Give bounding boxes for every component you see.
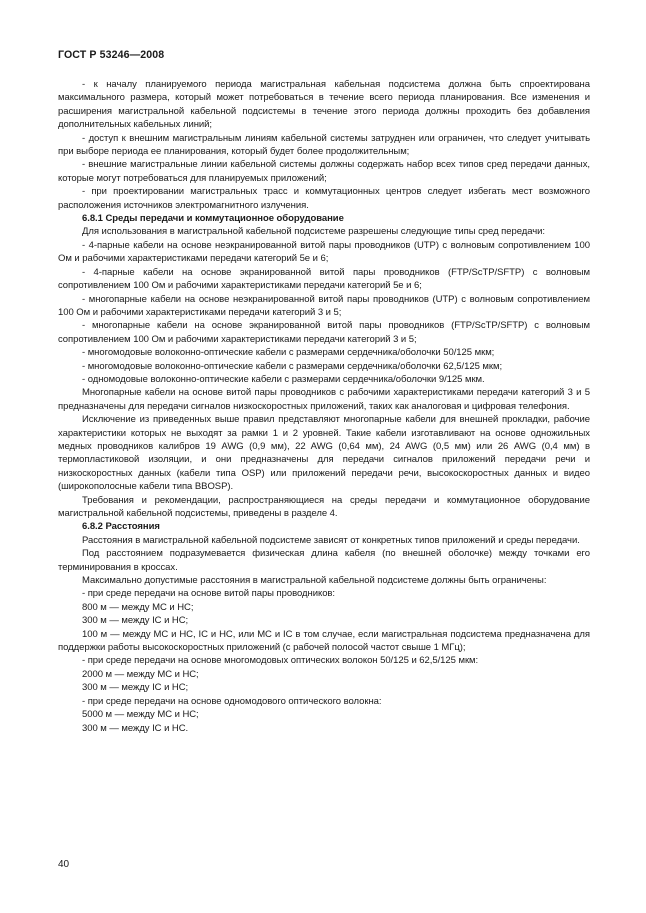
paragraph: - при среде передачи на основе одномодового оптического волокна: [82, 695, 382, 707]
paragraph: Под расстоянием подразумевается физическая длина кабеля (по внешней оболочке) между точками его терминирования в кроссах. [58, 548, 590, 573]
paragraph: Для использования в магистральной кабельной подсистеме разрешены следующие типы сред передачи: [82, 226, 545, 238]
paragraph: 100 м — между МС и НС, IC и НС, или МС и IC в том случае, если магистральная подсистема предназначена для поддержки работы высокоскоростных приложений (с рабочей полосой частот свыше 1 МГц); [58, 628, 590, 654]
paragraph: - 4-парные кабели на основе неэкранированной витой пары проводников (UTP) с волновым сопротивлением 100 Ом и рабочими характеристиками передачи категорий 5е и 6; [58, 239, 590, 265]
paragraph: 300 м — между IC и НС; [82, 682, 189, 694]
paragraph: - при проектировании магистральных трасс и коммутационных центров следует избегать мест возможного расположения источников электромагнитного излучения. [58, 186, 590, 211]
paragraph: Максимально допустимые расстояния в магистральной кабельной подсистеме должны быть ограничены: [82, 575, 547, 587]
paragraph: 300 м — между IC и НС. [82, 722, 189, 734]
paragraph: 5000 м — между МС и НС; [82, 709, 199, 721]
paragraph: - многопарные кабели на основе экранированной витой пары проводников (FTP/ScTP/SFTP) с волновым сопротивлением 100 Ом и рабочими характеристиками передачи категорий 3 и 5; [58, 320, 590, 345]
paragraph: - к началу планируемого периода магистральная кабельная подсистема должна быть спроектирована максимального размера, который может потребоваться в течение всего периода планирования. Все изменения и расширения магистральной кабельной подсистемы в течение этого периода должны проходить без добавления дополнительных кабельных линий; [58, 79, 590, 131]
paragraph: - многопарные кабели на основе неэкранированной витой пары проводников (UTP) с волновым сопротивлением 100 Ом и рабочими характеристиками передачи категорий 3 и 5; [58, 293, 590, 318]
paragraph: 300 м — между IC и НС; [82, 615, 189, 627]
paragraph: 800 м — между МС и НС; [82, 601, 194, 613]
paragraph: 2000 м — между МС и НС; [82, 668, 199, 680]
paragraph: - одномодовые волоконно-оптические кабели с размерами сердечника/оболочки 9/125 мкм. [82, 373, 485, 385]
paragraph: - многомодовые волоконно-оптические кабели с размерами сердечника/оболочки 50/125 мкм; [82, 347, 495, 359]
paragraph: Исключение из приведенных выше правил представляют многопарные кабели для внешней прокладки, рабочие характеристики которых не выходят за рамки 1 и 2 уровней. Такие кабели изготавливают на основе одножильных медных проводников калибров 19 AWG (0,9 мм), 22 AWG (0,64 мм), 24 AWG (0,5 мм) или 26 AWG (0,4 мм) в термопластиковой изоляции, и они предназначены для передачи сигналов приложений передачи речи и низкоскоростных данных (кабели типа OSP) или приложений передачи речи, высокоскоростных данных и видео (широкополосные кабели типа BBOSP). [58, 414, 590, 493]
paragraph: - доступ к внешним магистральным линиям кабельной системы затруднен или ограничен, что следует учитывать при выборе периода ее планирования, который будет более продолжительным; [58, 132, 590, 158]
paragraph: Расстояния в магистральной кабельной подсистеме зависят от конкретных типов приложений и среды передачи. [82, 534, 580, 546]
paragraph: - при среде передачи на основе многомодовых оптических волокон 50/125 и 62,5/125 мкм: [82, 655, 479, 667]
paragraph: - внешние магистральные линии кабельной системы должны содержать набор всех типов сред передачи данных, которые могут потребоваться для планируемых приложений; [58, 159, 590, 184]
paragraph: - 4-парные кабели на основе экранированной витой пары проводников (FTP/ScTP/SFTP) с волновым сопротивлением 100 Ом и рабочими характеристиками передачи категорий 5е и 6; [58, 266, 590, 292]
paragraph: - при среде передачи на основе витой пары проводников: [82, 588, 336, 600]
document-body [58, 78, 590, 735]
paragraph: - многомодовые волоконно-оптические кабели с размерами сердечника/оболочки 62,5/125 мкм; [82, 360, 503, 372]
paragraph: Многопарные кабели на основе витой пары проводников с рабочими характеристиками передачи категорий 3 и 5 предназначены для передачи сигналов низкоскоростных приложений, таких как аналоговая и цифровая телефония. [58, 387, 590, 412]
document-header: ГОСТ Р 53246—2008 [58, 49, 165, 61]
page-number: 40 [58, 859, 70, 870]
paragraph: Требования и рекомендации, распространяющиеся на среды передачи и коммутационное оборудование магистральной кабельной подсистемы, приведены в разделе 4. [58, 494, 590, 519]
section-heading: 6.8.1 Среды передачи и коммутационное оборудование [82, 213, 344, 225]
section-heading: 6.8.2 Расстояния [82, 521, 160, 533]
